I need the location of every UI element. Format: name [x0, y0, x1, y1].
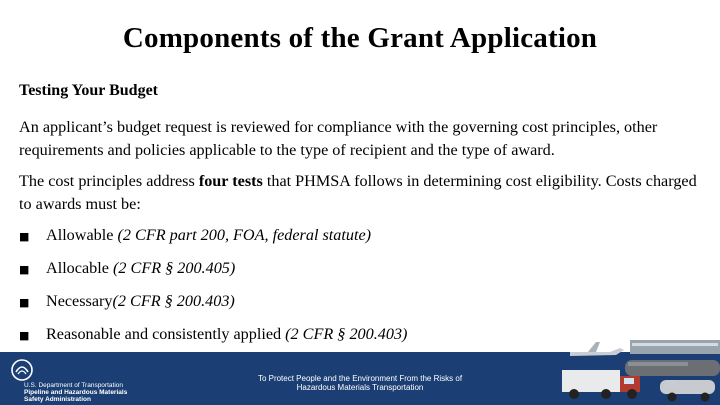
- mission-tagline: [220, 374, 500, 392]
- paragraph-text-end: that PHMSA follows in determining cost eligibility. Costs charged to awards must be:: [19, 172, 697, 213]
- agency-name: [24, 382, 127, 404]
- bullet-citation: (2 CFR § 200.403): [285, 325, 408, 343]
- cost-test-list: [19, 226, 407, 358]
- tagline-line-1: To Protect People and the Environment From the Risks of: [257, 374, 463, 383]
- agency-line-2: Pipeline and Hazardous Materials: [24, 389, 128, 397]
- slide-title: Components of the Grant Application: [122, 22, 598, 54]
- bullet-text: Reasonable and consistently applied: [46, 325, 282, 343]
- bullet-citation: (2 CFR § 200.403): [112, 292, 235, 310]
- list-item: [19, 259, 407, 292]
- bullet-square-icon: ■: [19, 329, 30, 342]
- bullet-square-icon: ■: [19, 263, 30, 276]
- agency-line-1: U.S. Department of Transportation: [24, 382, 123, 389]
- bullet-text: Necessary: [46, 292, 113, 310]
- section-subheading: Testing Your Budget: [19, 82, 158, 99]
- list-item: [19, 292, 407, 325]
- dot-branding: [10, 356, 210, 404]
- bullet-citation: (2 CFR part 200, FOA, federal statute): [117, 226, 372, 244]
- page-number: 23: [665, 379, 677, 390]
- list-item: [19, 226, 407, 259]
- transport-illustration-icon: [540, 330, 720, 405]
- paragraph-budget-review: An applicant’s budget request is reviewed for compliance with the governing cost principles, other requirements and policies applicable to the type of recipient and the type of award.: [19, 118, 658, 159]
- paragraph-text-start: The cost principles address: [19, 172, 199, 190]
- bullet-citation: (2 CFR § 200.405): [112, 259, 236, 277]
- bullet-square-icon: ■: [19, 230, 30, 243]
- paragraph-four-tests: [19, 170, 709, 216]
- agency-line-3: Safety Administration: [24, 396, 91, 404]
- dot-logo-icon: [10, 358, 34, 382]
- bullet-text: Allocable: [46, 259, 109, 277]
- tagline-line-2: Hazardous Materials Transportation: [296, 383, 424, 392]
- bullet-square-icon: ■: [19, 296, 30, 309]
- bullet-text: Allowable: [46, 226, 114, 244]
- four-tests-emphasis: four tests: [198, 172, 263, 190]
